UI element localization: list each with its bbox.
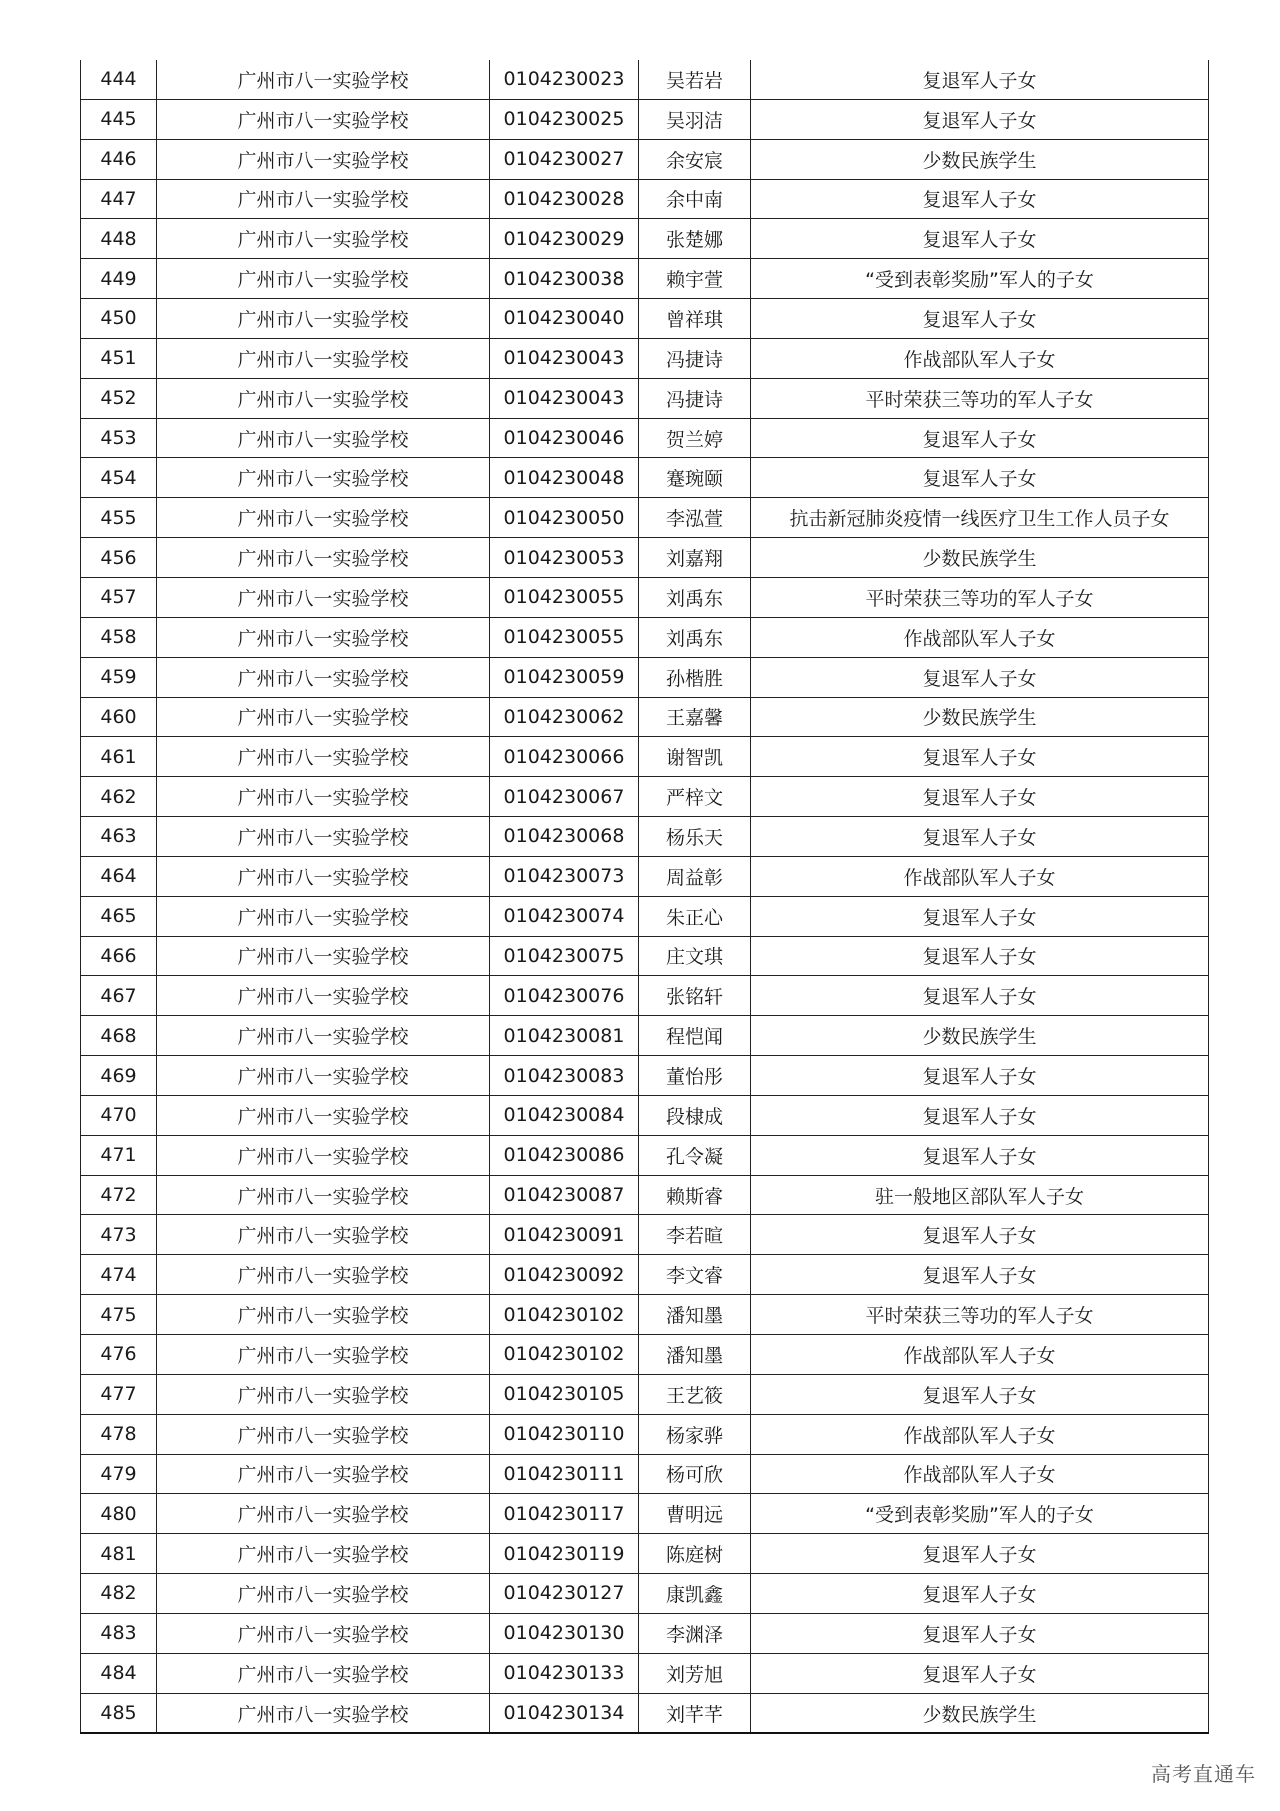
- student-id-cell: 0104230038: [490, 259, 639, 299]
- school-cell: 广州市八一实验学校: [157, 817, 490, 857]
- student-id-cell: 0104230086: [490, 1135, 639, 1175]
- student-name-cell: 康凯鑫: [639, 1574, 751, 1614]
- student-id-cell: 0104230110: [490, 1414, 639, 1454]
- student-id-cell: 0104230046: [490, 418, 639, 458]
- student-id-cell: 0104230043: [490, 378, 639, 418]
- row-number-cell: 483: [81, 1613, 157, 1653]
- table-row: [81, 896, 1209, 936]
- school-cell: 广州市八一实验学校: [157, 458, 490, 498]
- category-cell: 作战部队军人子女: [751, 856, 1209, 896]
- row-number-cell: 455: [81, 498, 157, 538]
- student-name-cell: 余中南: [639, 179, 751, 219]
- student-name-cell: 贺兰婷: [639, 418, 751, 458]
- student-name-cell: 曾祥琪: [639, 299, 751, 339]
- student-id-cell: 0104230055: [490, 577, 639, 617]
- category-cell: 复退军人子女: [751, 896, 1209, 936]
- school-cell: 广州市八一实验学校: [157, 1255, 490, 1295]
- category-cell: 复退军人子女: [751, 1255, 1209, 1295]
- school-cell: 广州市八一实验学校: [157, 737, 490, 777]
- category-cell: 作战部队军人子女: [751, 617, 1209, 657]
- student-id-cell: 0104230092: [490, 1255, 639, 1295]
- category-cell: 作战部队军人子女: [751, 1454, 1209, 1494]
- category-cell: 复退军人子女: [751, 1653, 1209, 1693]
- category-cell: “受到表彰奖励”军人的子女: [751, 1494, 1209, 1534]
- student-name-cell: 周益彰: [639, 856, 751, 896]
- student-name-cell: 赖斯睿: [639, 1175, 751, 1215]
- school-cell: 广州市八一实验学校: [157, 1056, 490, 1096]
- table-row: [81, 538, 1209, 578]
- row-number-cell: 457: [81, 577, 157, 617]
- student-id-cell: 0104230130: [490, 1613, 639, 1653]
- student-name-cell: 潘知墨: [639, 1335, 751, 1375]
- table-row: [81, 1494, 1209, 1534]
- table-row: [81, 498, 1209, 538]
- student-name-cell: 刘芳旭: [639, 1653, 751, 1693]
- student-name-cell: 孔令凝: [639, 1135, 751, 1175]
- student-name-cell: 潘知墨: [639, 1295, 751, 1335]
- table-row: [81, 1056, 1209, 1096]
- category-cell: 复退军人子女: [751, 817, 1209, 857]
- row-number-cell: 469: [81, 1056, 157, 1096]
- student-name-cell: 王嘉馨: [639, 697, 751, 737]
- school-cell: 广州市八一实验学校: [157, 976, 490, 1016]
- school-cell: 广州市八一实验学校: [157, 1693, 490, 1733]
- student-name-cell: 段棣成: [639, 1095, 751, 1135]
- school-cell: 广州市八一实验学校: [157, 60, 490, 99]
- student-id-cell: 0104230081: [490, 1016, 639, 1056]
- category-cell: 复退军人子女: [751, 219, 1209, 259]
- student-id-cell: 0104230048: [490, 458, 639, 498]
- student-name-cell: 王艺筱: [639, 1374, 751, 1414]
- table-row: [81, 1574, 1209, 1614]
- table-row: [81, 378, 1209, 418]
- student-id-cell: 0104230083: [490, 1056, 639, 1096]
- school-cell: 广州市八一实验学校: [157, 1534, 490, 1574]
- student-name-cell: 朱正心: [639, 896, 751, 936]
- student-name-cell: 曹明远: [639, 1494, 751, 1534]
- student-name-cell: 庄文琪: [639, 936, 751, 976]
- student-id-cell: 0104230040: [490, 299, 639, 339]
- student-id-cell: 0104230053: [490, 538, 639, 578]
- student-name-cell: 张楚娜: [639, 219, 751, 259]
- table-row: [81, 1095, 1209, 1135]
- row-number-cell: 451: [81, 338, 157, 378]
- student-name-cell: 蹇琬颐: [639, 458, 751, 498]
- school-cell: 广州市八一实验学校: [157, 1335, 490, 1375]
- table-row: [81, 657, 1209, 697]
- student-id-cell: 0104230023: [490, 60, 639, 99]
- table-row: [81, 1135, 1209, 1175]
- student-name-cell: 冯捷诗: [639, 338, 751, 378]
- table-row: [81, 338, 1209, 378]
- student-name-cell: 刘禹东: [639, 577, 751, 617]
- student-id-cell: 0104230111: [490, 1454, 639, 1494]
- row-number-cell: 471: [81, 1135, 157, 1175]
- row-number-cell: 473: [81, 1215, 157, 1255]
- school-cell: 广州市八一实验学校: [157, 219, 490, 259]
- table-row: [81, 1534, 1209, 1574]
- table-row: [81, 1175, 1209, 1215]
- category-cell: 复退军人子女: [751, 737, 1209, 777]
- school-cell: 广州市八一实验学校: [157, 1454, 490, 1494]
- school-cell: 广州市八一实验学校: [157, 1613, 490, 1653]
- category-cell: 复退军人子女: [751, 777, 1209, 817]
- table-row: [81, 458, 1209, 498]
- row-number-cell: 467: [81, 976, 157, 1016]
- category-cell: 少数民族学生: [751, 538, 1209, 578]
- category-cell: 复退军人子女: [751, 936, 1209, 976]
- school-cell: 广州市八一实验学校: [157, 498, 490, 538]
- row-number-cell: 446: [81, 139, 157, 179]
- school-cell: 广州市八一实验学校: [157, 856, 490, 896]
- student-name-cell: 吴若岩: [639, 60, 751, 99]
- table-row: [81, 697, 1209, 737]
- row-number-cell: 478: [81, 1414, 157, 1454]
- student-name-cell: 杨可欣: [639, 1454, 751, 1494]
- table-row: [81, 418, 1209, 458]
- table-body: [81, 60, 1209, 1733]
- category-cell: 少数民族学生: [751, 697, 1209, 737]
- row-number-cell: 465: [81, 896, 157, 936]
- category-cell: 复退军人子女: [751, 179, 1209, 219]
- table-row: [81, 936, 1209, 976]
- school-cell: 广州市八一实验学校: [157, 1414, 490, 1454]
- student-id-cell: 0104230055: [490, 617, 639, 657]
- row-number-cell: 485: [81, 1693, 157, 1733]
- student-name-cell: 冯捷诗: [639, 378, 751, 418]
- school-cell: 广州市八一实验学校: [157, 697, 490, 737]
- school-cell: 广州市八一实验学校: [157, 777, 490, 817]
- student-id-cell: 0104230102: [490, 1295, 639, 1335]
- school-cell: 广州市八一实验学校: [157, 1374, 490, 1414]
- table-row: [81, 777, 1209, 817]
- row-number-cell: 456: [81, 538, 157, 578]
- row-number-cell: 462: [81, 777, 157, 817]
- category-cell: 复退军人子女: [751, 1215, 1209, 1255]
- student-name-cell: 董怡彤: [639, 1056, 751, 1096]
- table-row: [81, 99, 1209, 139]
- category-cell: 复退军人子女: [751, 299, 1209, 339]
- category-cell: “受到表彰奖励”军人的子女: [751, 259, 1209, 299]
- row-number-cell: 447: [81, 179, 157, 219]
- category-cell: 复退军人子女: [751, 976, 1209, 1016]
- table-row: [81, 1613, 1209, 1653]
- table-row: [81, 259, 1209, 299]
- table-row: [81, 817, 1209, 857]
- school-cell: 广州市八一实验学校: [157, 1095, 490, 1135]
- table-row: [81, 1255, 1209, 1295]
- school-cell: 广州市八一实验学校: [157, 538, 490, 578]
- table-row: [81, 737, 1209, 777]
- row-number-cell: 474: [81, 1255, 157, 1295]
- table-row: [81, 1454, 1209, 1494]
- student-id-cell: 0104230127: [490, 1574, 639, 1614]
- category-cell: 复退军人子女: [751, 1534, 1209, 1574]
- student-name-cell: 李泓萱: [639, 498, 751, 538]
- student-name-cell: 吴羽洁: [639, 99, 751, 139]
- student-name-cell: 杨乐天: [639, 817, 751, 857]
- category-cell: 少数民族学生: [751, 139, 1209, 179]
- school-cell: 广州市八一实验学校: [157, 1175, 490, 1215]
- student-name-cell: 李渊泽: [639, 1613, 751, 1653]
- watermark: 高考直通车: [1151, 1762, 1256, 1786]
- row-number-cell: 476: [81, 1335, 157, 1375]
- school-cell: 广州市八一实验学校: [157, 1215, 490, 1255]
- student-id-cell: 0104230059: [490, 657, 639, 697]
- table-row: [81, 1335, 1209, 1375]
- student-name-cell: 赖宇萱: [639, 259, 751, 299]
- student-name-cell: 杨家骅: [639, 1414, 751, 1454]
- student-name-cell: 陈庭树: [639, 1534, 751, 1574]
- school-cell: 广州市八一实验学校: [157, 577, 490, 617]
- school-cell: 广州市八一实验学校: [157, 1135, 490, 1175]
- student-id-cell: 0104230134: [490, 1693, 639, 1733]
- table-row: [81, 617, 1209, 657]
- category-cell: 平时荣获三等功的军人子女: [751, 577, 1209, 617]
- school-cell: 广州市八一实验学校: [157, 139, 490, 179]
- category-cell: 驻一般地区部队军人子女: [751, 1175, 1209, 1215]
- row-number-cell: 466: [81, 936, 157, 976]
- table-row: [81, 299, 1209, 339]
- table-row: [81, 976, 1209, 1016]
- row-number-cell: 458: [81, 617, 157, 657]
- student-id-cell: 0104230073: [490, 856, 639, 896]
- category-cell: 复退军人子女: [751, 99, 1209, 139]
- row-number-cell: 452: [81, 378, 157, 418]
- student-name-cell: 张铭轩: [639, 976, 751, 1016]
- school-cell: 广州市八一实验学校: [157, 617, 490, 657]
- school-cell: 广州市八一实验学校: [157, 1295, 490, 1335]
- row-number-cell: 449: [81, 259, 157, 299]
- table-row: [81, 1215, 1209, 1255]
- school-cell: 广州市八一实验学校: [157, 378, 490, 418]
- table-row: [81, 577, 1209, 617]
- category-cell: 复退军人子女: [751, 60, 1209, 99]
- school-cell: 广州市八一实验学校: [157, 179, 490, 219]
- table-row: [81, 1295, 1209, 1335]
- student-id-cell: 0104230105: [490, 1374, 639, 1414]
- student-id-cell: 0104230084: [490, 1095, 639, 1135]
- student-name-cell: 刘嘉翔: [639, 538, 751, 578]
- student-id-cell: 0104230043: [490, 338, 639, 378]
- school-cell: 广州市八一实验学校: [157, 418, 490, 458]
- student-id-cell: 0104230066: [490, 737, 639, 777]
- category-cell: 抗击新冠肺炎疫情一线医疗卫生工作人员子女: [751, 498, 1209, 538]
- student-name-cell: 余安宸: [639, 139, 751, 179]
- school-cell: 广州市八一实验学校: [157, 1574, 490, 1614]
- school-cell: 广州市八一实验学校: [157, 1494, 490, 1534]
- category-cell: 复退军人子女: [751, 1056, 1209, 1096]
- row-number-cell: 481: [81, 1534, 157, 1574]
- category-cell: 少数民族学生: [751, 1016, 1209, 1056]
- student-id-cell: 0104230087: [490, 1175, 639, 1215]
- school-cell: 广州市八一实验学校: [157, 896, 490, 936]
- student-id-cell: 0104230027: [490, 139, 639, 179]
- student-name-cell: 谢智凯: [639, 737, 751, 777]
- student-name-cell: 严梓文: [639, 777, 751, 817]
- category-cell: 复退军人子女: [751, 1135, 1209, 1175]
- student-id-cell: 0104230028: [490, 179, 639, 219]
- category-cell: 复退军人子女: [751, 1613, 1209, 1653]
- row-number-cell: 470: [81, 1095, 157, 1135]
- table-row: [81, 139, 1209, 179]
- student-list-table: [80, 60, 1209, 1734]
- category-cell: 复退军人子女: [751, 418, 1209, 458]
- student-id-cell: 0104230133: [490, 1653, 639, 1693]
- student-id-cell: 0104230067: [490, 777, 639, 817]
- student-name-cell: 孙楷胜: [639, 657, 751, 697]
- row-number-cell: 472: [81, 1175, 157, 1215]
- row-number-cell: 444: [81, 60, 157, 99]
- student-id-cell: 0104230117: [490, 1494, 639, 1534]
- row-number-cell: 475: [81, 1295, 157, 1335]
- category-cell: 复退军人子女: [751, 1374, 1209, 1414]
- category-cell: 作战部队军人子女: [751, 1335, 1209, 1375]
- student-id-cell: 0104230091: [490, 1215, 639, 1255]
- student-id-cell: 0104230102: [490, 1335, 639, 1375]
- student-id-cell: 0104230050: [490, 498, 639, 538]
- student-id-cell: 0104230075: [490, 936, 639, 976]
- student-id-cell: 0104230029: [490, 219, 639, 259]
- category-cell: 作战部队军人子女: [751, 338, 1209, 378]
- row-number-cell: 484: [81, 1653, 157, 1693]
- category-cell: 平时荣获三等功的军人子女: [751, 378, 1209, 418]
- category-cell: 作战部队军人子女: [751, 1414, 1209, 1454]
- row-number-cell: 459: [81, 657, 157, 697]
- category-cell: 复退军人子女: [751, 1095, 1209, 1135]
- table-row: [81, 1016, 1209, 1056]
- table-row: [81, 1693, 1209, 1733]
- row-number-cell: 445: [81, 99, 157, 139]
- row-number-cell: 448: [81, 219, 157, 259]
- table-row: [81, 179, 1209, 219]
- row-number-cell: 480: [81, 1494, 157, 1534]
- table-row: [81, 856, 1209, 896]
- student-id-cell: 0104230025: [490, 99, 639, 139]
- student-id-cell: 0104230074: [490, 896, 639, 936]
- school-cell: 广州市八一实验学校: [157, 338, 490, 378]
- student-id-cell: 0104230076: [490, 976, 639, 1016]
- school-cell: 广州市八一实验学校: [157, 299, 490, 339]
- student-name-cell: 刘禹东: [639, 617, 751, 657]
- school-cell: 广州市八一实验学校: [157, 936, 490, 976]
- row-number-cell: 450: [81, 299, 157, 339]
- student-name-cell: 刘芊芊: [639, 1693, 751, 1733]
- table-row: [81, 1374, 1209, 1414]
- row-number-cell: 482: [81, 1574, 157, 1614]
- school-cell: 广州市八一实验学校: [157, 1653, 490, 1693]
- table-row: [81, 219, 1209, 259]
- category-cell: 少数民族学生: [751, 1693, 1209, 1733]
- student-id-cell: 0104230119: [490, 1534, 639, 1574]
- school-cell: 广州市八一实验学校: [157, 259, 490, 299]
- row-number-cell: 468: [81, 1016, 157, 1056]
- school-cell: 广州市八一实验学校: [157, 1016, 490, 1056]
- row-number-cell: 453: [81, 418, 157, 458]
- row-number-cell: 461: [81, 737, 157, 777]
- row-number-cell: 454: [81, 458, 157, 498]
- student-name-cell: 程恺闻: [639, 1016, 751, 1056]
- table-row: [81, 1653, 1209, 1693]
- school-cell: 广州市八一实验学校: [157, 99, 490, 139]
- row-number-cell: 477: [81, 1374, 157, 1414]
- school-cell: 广州市八一实验学校: [157, 657, 490, 697]
- student-id-cell: 0104230068: [490, 817, 639, 857]
- category-cell: 复退军人子女: [751, 1574, 1209, 1614]
- student-name-cell: 李文睿: [639, 1255, 751, 1295]
- category-cell: 平时荣获三等功的军人子女: [751, 1295, 1209, 1335]
- table-row: [81, 1414, 1209, 1454]
- student-name-cell: 李若暄: [639, 1215, 751, 1255]
- student-id-cell: 0104230062: [490, 697, 639, 737]
- category-cell: 复退军人子女: [751, 657, 1209, 697]
- row-number-cell: 464: [81, 856, 157, 896]
- row-number-cell: 460: [81, 697, 157, 737]
- row-number-cell: 463: [81, 817, 157, 857]
- row-number-cell: 479: [81, 1454, 157, 1494]
- category-cell: 复退军人子女: [751, 458, 1209, 498]
- table-row: [81, 60, 1209, 99]
